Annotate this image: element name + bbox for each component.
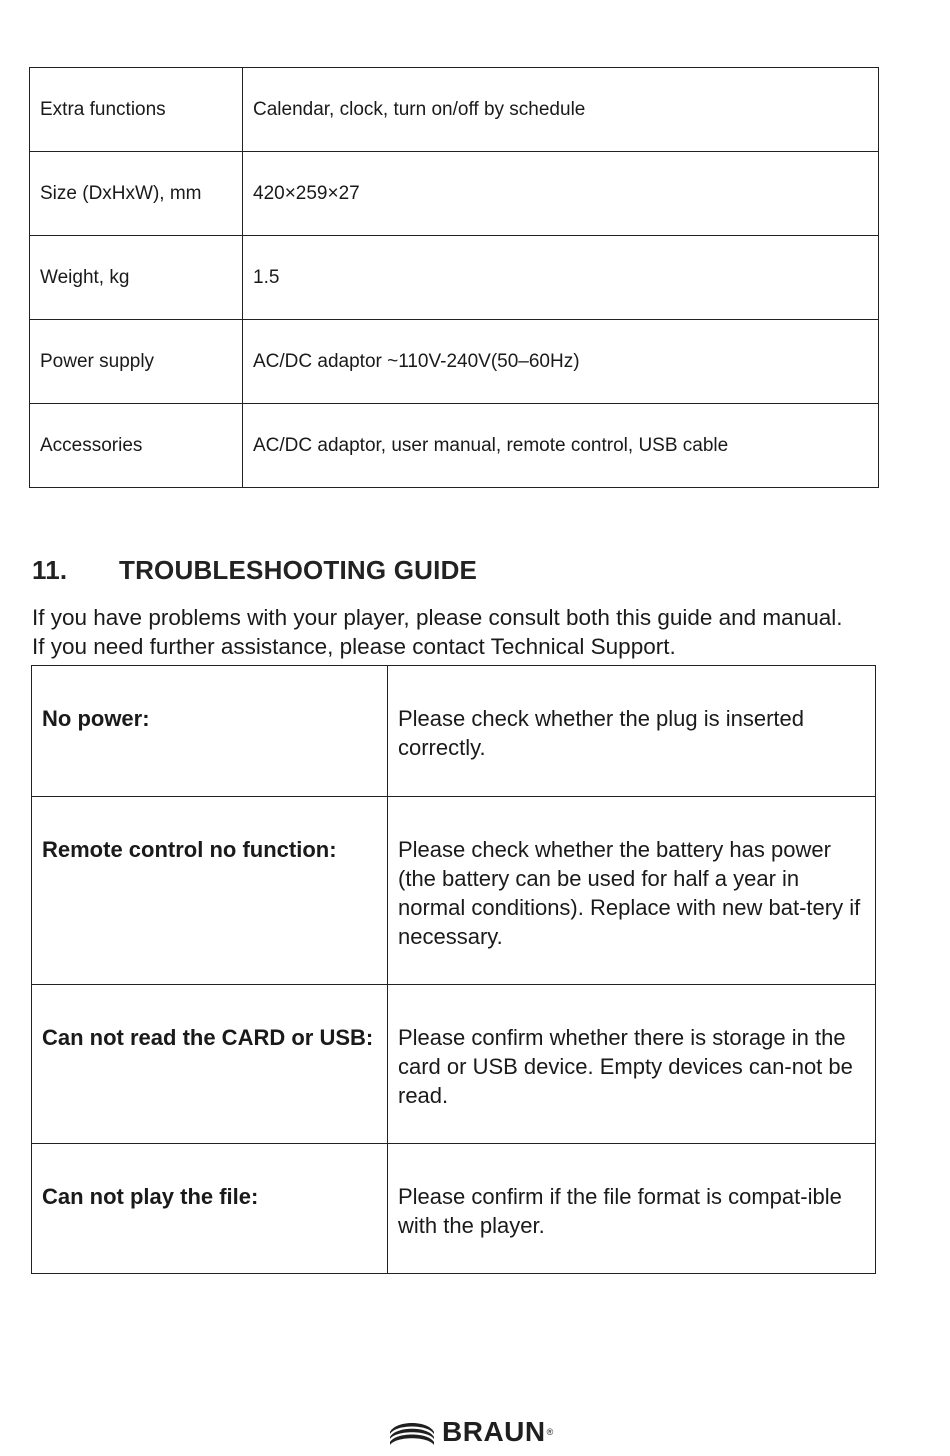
troubleshooting-row [32, 797, 876, 985]
spec-value: Calendar, clock, turn on/off by schedule [243, 68, 879, 152]
spec-row [30, 320, 879, 404]
section-heading [32, 555, 477, 586]
spec-label: Power supply [30, 320, 243, 404]
troubleshooting-row [32, 985, 876, 1144]
brand-name: BRAUN [442, 1416, 546, 1447]
troubleshooting-row [32, 1144, 876, 1274]
problem-cell: Can not play the file: [32, 1144, 388, 1274]
solution-cell: Please confirm whether there is storage in the card or USB device. Empty devices can-not be read. [388, 985, 876, 1144]
spec-value: AC/DC adaptor ~110V-240V(50–60Hz) [243, 320, 879, 404]
spec-label: Weight, kg [30, 236, 243, 320]
intro-line-2: If you need further assistance, please contact Technical Support. [32, 634, 676, 659]
solution-cell: Please check whether the plug is inserted correctly. [388, 666, 876, 797]
troubleshooting-row [32, 666, 876, 797]
problem-cell: Can not read the CARD or USB: [32, 985, 388, 1144]
spec-label: Accessories [30, 404, 243, 488]
spec-row [30, 404, 879, 488]
intro-line-1: If you have problems with your player, please consult both this guide and manual. [32, 605, 843, 630]
spec-row [30, 68, 879, 152]
braun-wave-icon [388, 1418, 436, 1446]
spec-row [30, 236, 879, 320]
braun-logo [388, 1412, 553, 1452]
registered-mark: ® [546, 1427, 554, 1437]
spec-value: 420×259×27 [243, 152, 879, 236]
section-intro [32, 603, 912, 661]
solution-cell: Please confirm if the file format is compat-ible with the player. [388, 1144, 876, 1274]
spec-label: Size (DxHxW), mm [30, 152, 243, 236]
section-number: 11. [32, 555, 68, 585]
problem-cell: No power: [32, 666, 388, 797]
troubleshooting-table [31, 665, 876, 1274]
solution-cell: Please check whether the battery has power (the battery can be used for half a year in normal conditions). Replace with new bat-tery if necessary. [388, 797, 876, 985]
spec-row [30, 152, 879, 236]
spec-value: AC/DC adaptor, user manual, remote control, USB cable [243, 404, 879, 488]
spec-label: Extra functions [30, 68, 243, 152]
problem-cell: Remote control no function: [32, 797, 388, 985]
section-title: TROUBLESHOOTING GUIDE [119, 555, 478, 585]
spec-value: 1.5 [243, 236, 879, 320]
specifications-table [29, 67, 879, 488]
